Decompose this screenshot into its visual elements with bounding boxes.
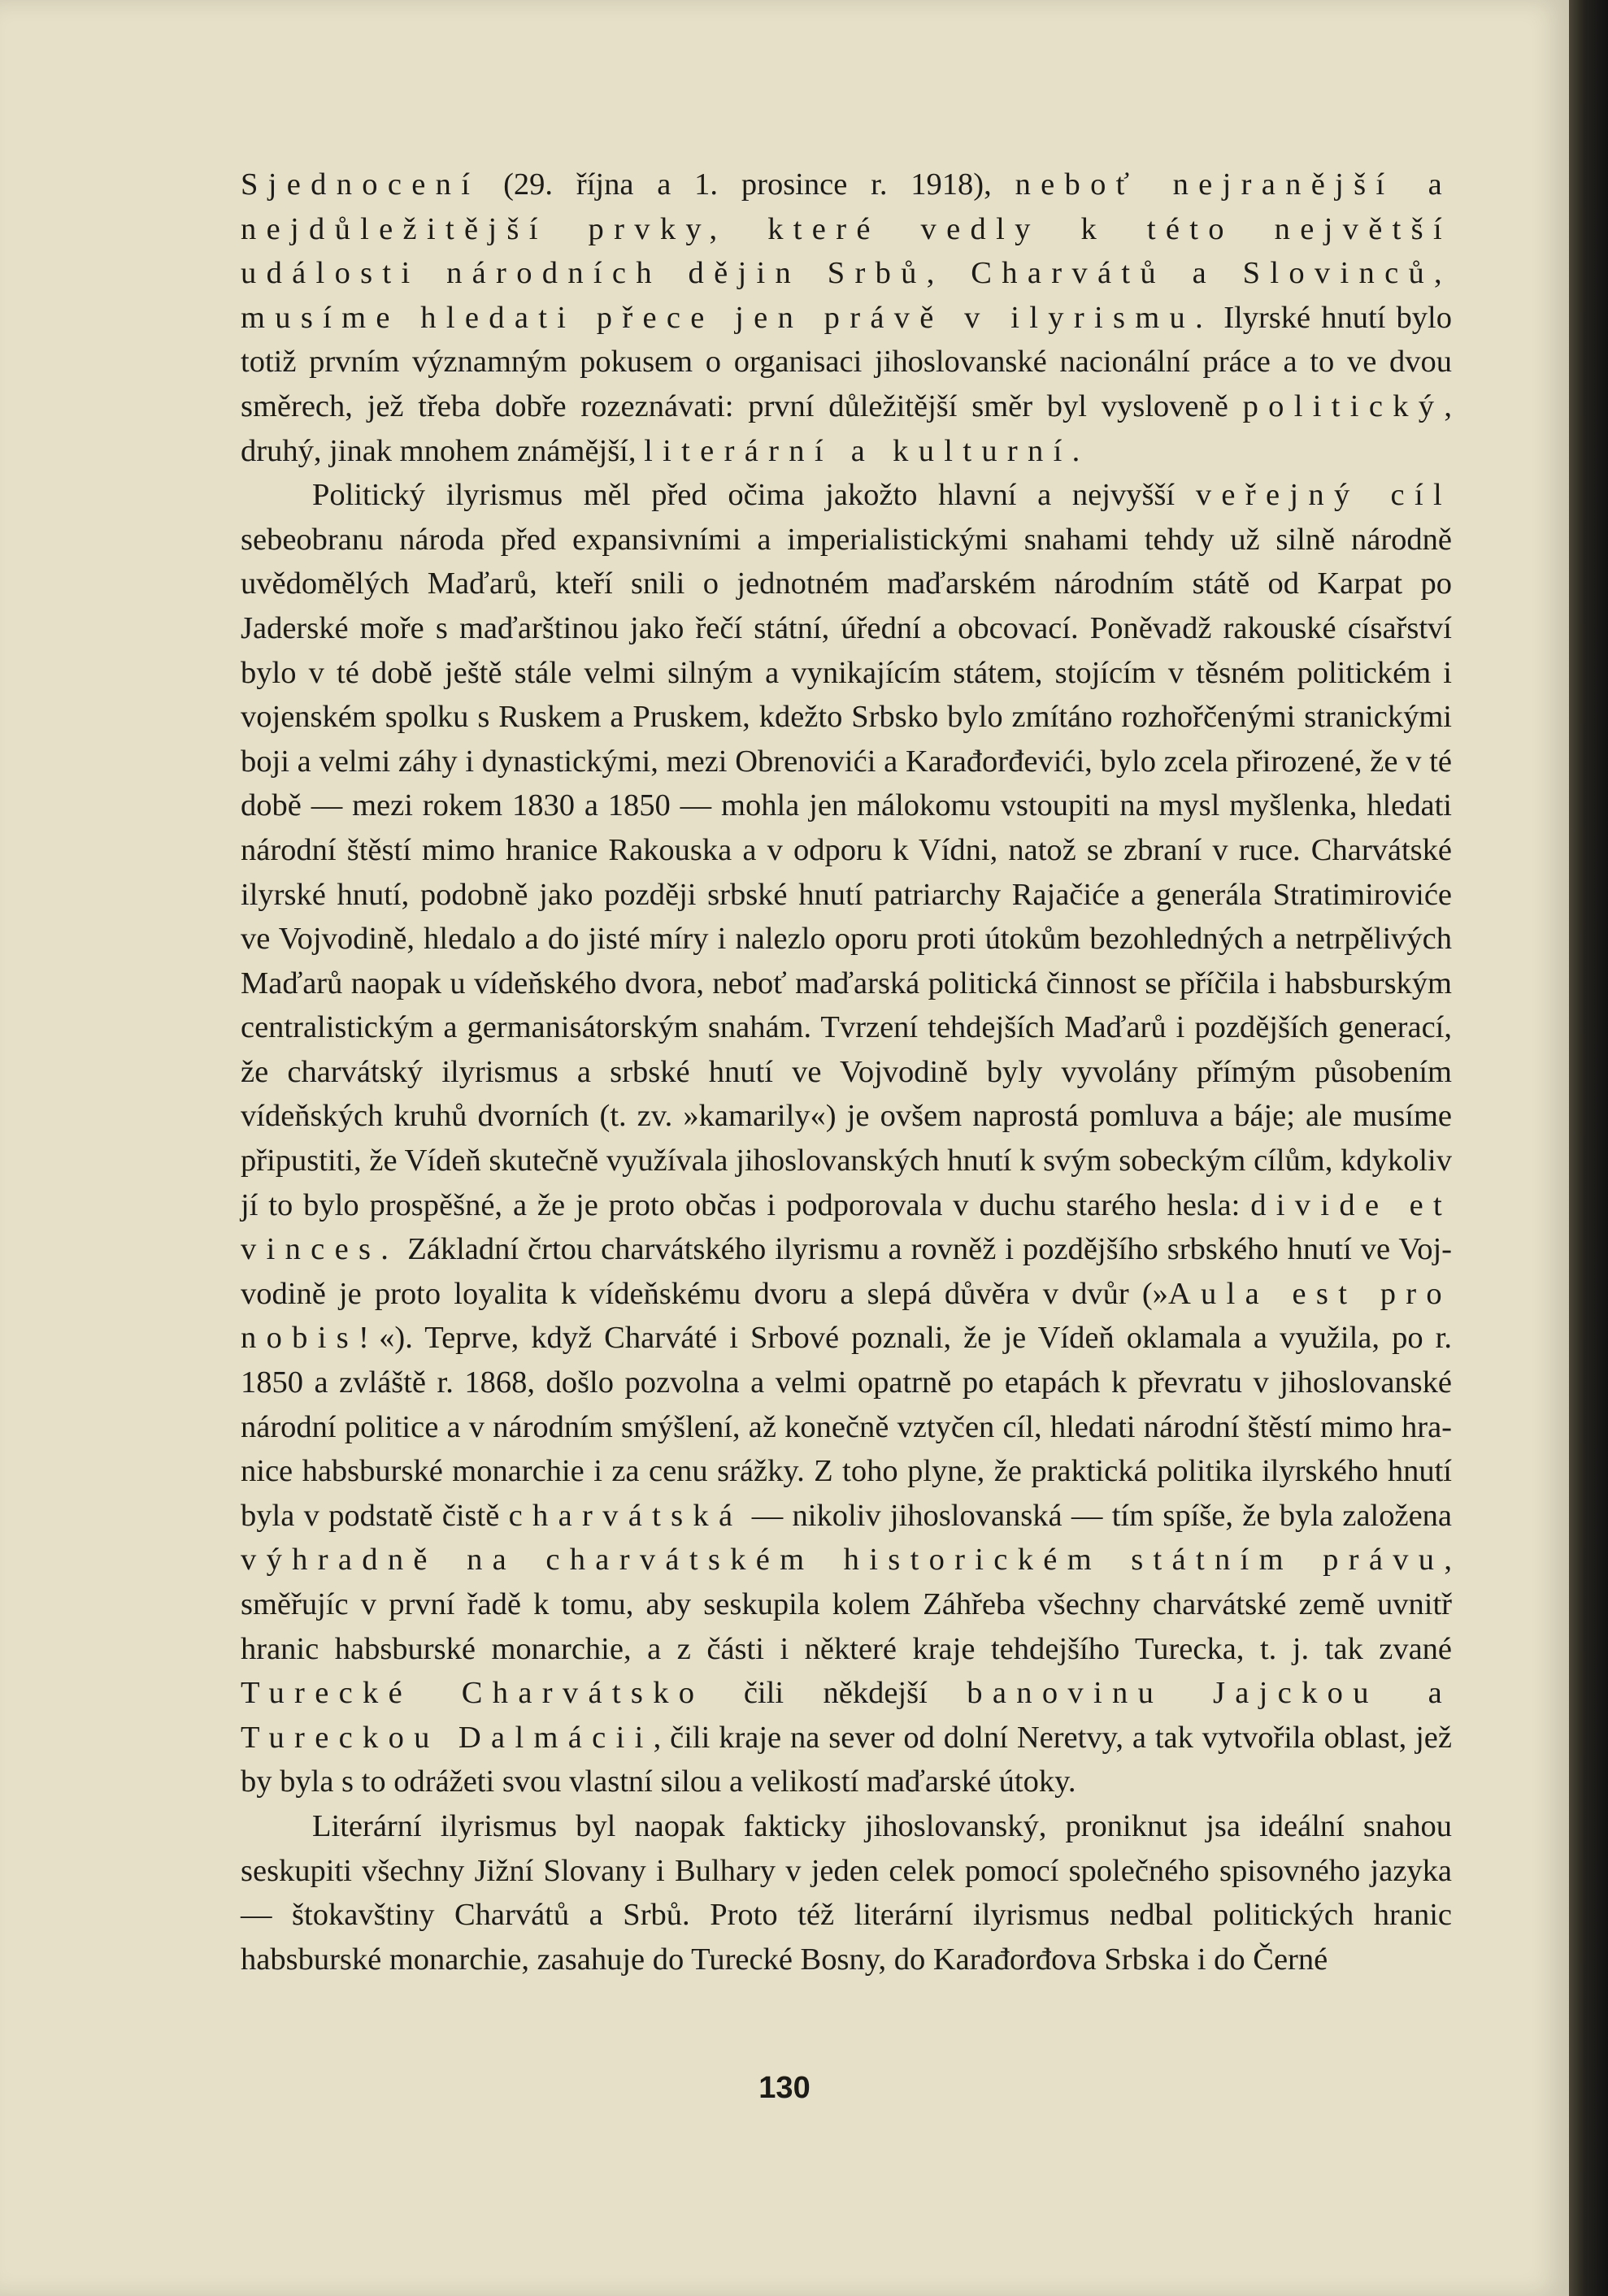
emphasis: divide et vinces. — [241, 1187, 1452, 1267]
book-spine-shadow — [1569, 0, 1608, 2296]
emphasis: Aula est pro nobis! — [241, 1276, 1452, 1356]
paragraph-3: Literární ilyrismus byl naopak fakticky jihoslovanský, proniknut jsa ideální snahou seskupiti všechny Jižní Slovany i Bulhary v jeden celek pomocí společného spisovného jazyka — štokavštiny Charvátů a Srbů. Proto též literární ilyrismus nedbal politických hranic habsburské monarchie, zasahuje do Turecké Bosny, do Karađorđova Srbska i do Černé — [241, 1808, 1452, 1977]
emphasis: neboť nejranější a nejdůležitější prvky, které vedly k této největší události národních dějin Srbů, Charvátů a Slovinců, musíme hledati přece jen právě v ilyrismu. — [241, 167, 1453, 335]
emphasis: výhradně na charvátském historickém státním právu — [241, 1543, 1445, 1578]
page-number: 130 — [758, 2071, 811, 2105]
paragraph-2: Politický ilyrismus měl před očima jakožto hlavní a nejvyšší veřejný cíl sebeobranu národa před expansivními a imperialistickými snahami tehdy už silně národně uvědomělých Maďarů, kteří snili o jednotném maďarském národním státě od Karpat po Jaderské moře s maďarštinou jako řečí státní, úřední a obcovací. Poněvadž rakouské císařství bylo v té době ještě stále velmi silným a vynikajícím státem, stojícím v těsném politickém i vojenském spolku s Ruskem a Pruskem, kdežto Srbsko bylo zmítáno rozhořčenými stranickými boji a velmi záhy i dynastickými, mezi Obrenovići a Karađorđevići, bylo zcela přirozené, že v té době — mezi rokem 1830 a 1850 — mohla jen málokomu vstoupiti na mysl myšlenka, hledati národní štěstí mimo hranice Rakouska a v odporu k Vídni, natož se zbraní v ruce. Charvátské ilyrské hnutí, podobně jako později srbské hnutí patriarchy Rajačiće a generála Stratimiroviće ve Vojvodině, hledalo a do jisté míry i nalezlo oporu proti útokům bezohledných a netrpělivých Maďarů naopak u vídeňského dvora, neboť maďarská politická činnost se příčila i habsburským centralistickým a germanisátorským snahám. Tvrzení tehdejších Maďarů i pozdějších generací, že charvátský ilyrismus a srbské hnutí ve Vojvodině byly vyvolány přímým působením vídeňských kruhů dvorních (t. zv. »kamarily«) je ovšem naprostá pomluva a báje; ale musíme připustiti, že Vídeň skutečně využívala jihoslovanských hnutí k svým sobeckým cílům, kdykoliv jí to bylo prospěšné, a že je proto občas i podporovala v duchu starého hesla: divide et vinces. Základní črtou charvátského ilyrismu a rovněž i pozdějšího srbského hnutí ve Vojvodině je proto loyalita k vídeňskému dvoru a slepá důvěra v dvůr (»Aula est pro nobis!«). Teprve, když Charváté i Srbové poznali, že je Vídeň oklamala a využila, po r. 1850 a zvláště r. 1868, došlo pozvolna a velmi opatrně po etapách k převratu v jihoslovanské národní politice a v národním smýšlení, až konečně vztyčen cíl, hledati národní štěstí mimo hranice habsburské monarchie i za cenu srážky. Z toho plyne, že praktická politika ilyrského hnutí byla v podstatě čistě charvátská — nikoliv jihoslovanská — tím spíše, že byla založena výhradně na charvátském historickém státním právu, směřujíc v první řadě k tomu, aby seskupila kolem Záhřeba všechny charvátské země uvnitř hranic habsburské monarchie, a z části i některé kraje tehdejšího Turecka, t. j. tak zvané Turecké Charvátsko čili někdejší banovinu Jajckou a Tureckou Dalmácii, čili kraje na sever od dolní Neretvy, a tak vytvořila oblast, jež by byla s to odrážeti svou vlastní silou a velikostí maďarské útoky. — [241, 478, 1453, 1799]
emphasis: literární a kulturní. — [644, 433, 1090, 468]
emphasis: banovinu Jajckou a Tureckou Dalmácii — [241, 1676, 1452, 1755]
emphasis: Sjednocení — [241, 167, 480, 202]
emphasis: politický — [1242, 388, 1445, 423]
paragraph-1: Sjednocení (29. října a 1. prosince r. 1918), neboť nejranější a nejdůležitější prvky, které vedly k této největší události národních dějin Srbů, Charvátů a Slovinců, musíme hledati přece jen právě v ilyrismu. Ilyrské hnutí bylo totiž prvním významným pokusem o organisaci jihoslovanské nacionální práce a to ve dvou směrech, jež třeba dobře rozeznávati: první důležitější směr byl vysloveně politický, druhý, jinak mnohem známější, literární a kulturní. — [241, 167, 1453, 468]
emphasis: veřejný cíl — [1195, 478, 1453, 513]
main-text — [241, 163, 1452, 1981]
emphasis: Turecké Charvátsko — [241, 1676, 705, 1711]
emphasis: charvátská — [508, 1498, 743, 1533]
